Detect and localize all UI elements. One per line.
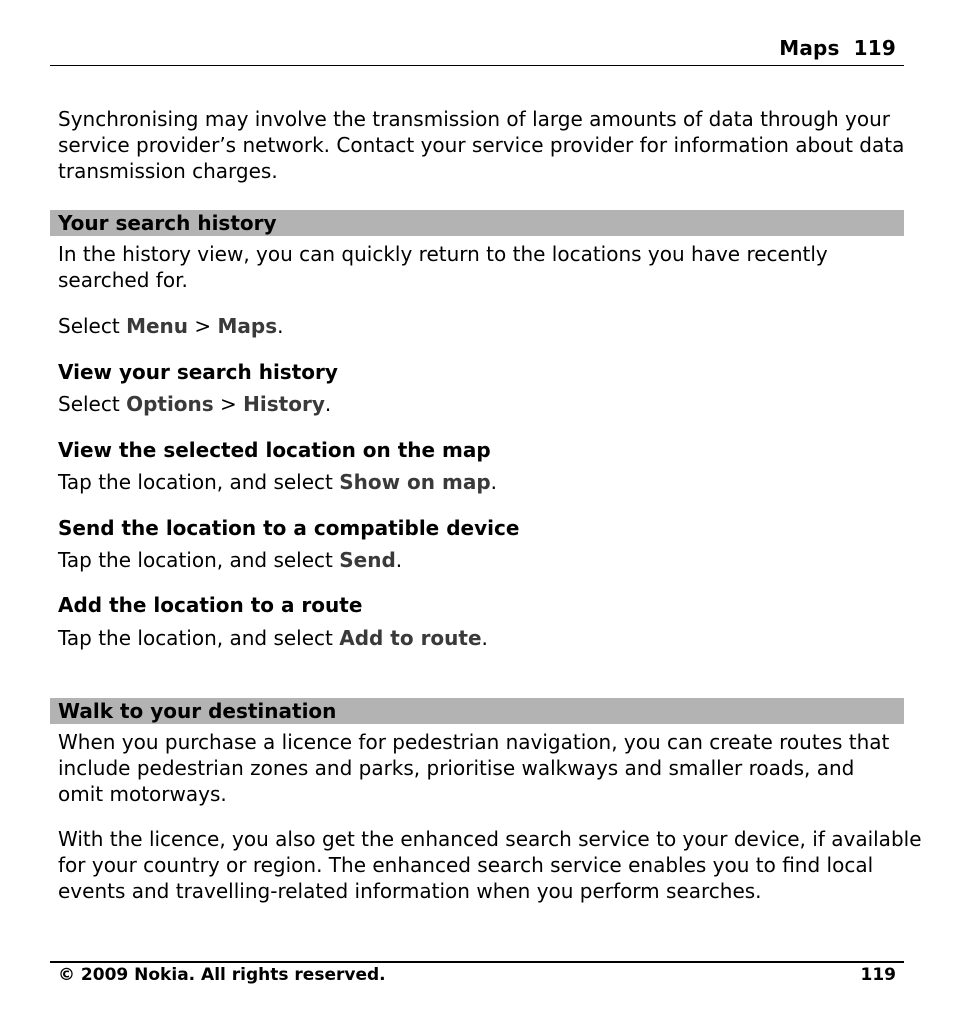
add-to-route-command: Add to route [339,626,482,650]
instruction-prefix: Tap the location, and select [58,470,340,494]
period: . [490,470,498,494]
walk-paragraph-1 [58,729,898,807]
intro-line: transmission charges. [58,159,278,183]
header-section: Maps [779,36,840,60]
body-line: omit motorways. [58,782,227,806]
send-command: Send [339,548,396,572]
body-line: for your country or region. The enhanced search service enables you to find local [58,853,874,877]
select-menu-instruction [58,313,898,339]
page-footer [50,961,904,993]
path-separator: > [213,392,244,416]
subheading-view-history: View your search history [58,360,338,384]
body-line: When you purchase a licence for pedestrian navigation, you can create routes that [58,730,890,754]
subheading-send-location: Send the location to a compatible device [58,516,520,540]
history-command: History [243,392,325,416]
copyright-notice: © 2009 Nokia. All rights reserved. [58,965,386,985]
period: . [277,314,284,338]
section-title: Walk to your destination [58,699,337,723]
maps-command: Maps [217,314,278,338]
instruction-prefix: Tap the location, and select [58,626,340,650]
show-on-map-command: Show on map [339,470,491,494]
instruction-prefix: Select [58,314,127,338]
search-history-paragraph [58,241,898,293]
footer-page-number: 119 [860,965,896,985]
page-header [50,36,904,66]
walk-paragraph-2 [58,826,922,904]
section-title: Your search history [58,211,277,235]
body-line: searched for. [58,268,188,292]
add-route-instruction [58,625,898,651]
period: . [395,548,403,572]
body-line: include pedestrian zones and parks, prioritise walkways and smaller roads, and [58,756,855,780]
subheading-add-route: Add the location to a route [58,593,363,617]
running-head [779,36,896,60]
instruction-prefix: Tap the location, and select [58,548,340,572]
body-line: With the licence, you also get the enhanced search service to your device, if available [58,827,922,851]
view-history-instruction [58,391,898,417]
subheading-view-selected: View the selected location on the map [58,438,491,462]
section-band-search-history [50,210,904,236]
path-separator: > [188,314,218,338]
options-command: Options [126,392,214,416]
intro-line: Synchronising may involve the transmission of large amounts of data through your [58,107,891,131]
body-line: events and travelling-related information when you perform searches. [58,879,762,903]
section-band-walk [50,698,904,724]
period: . [481,626,488,650]
menu-command: Menu [126,314,189,338]
intro-line: service provider’s network. Contact your service provider for information about data [58,133,905,157]
intro-paragraph [58,106,905,184]
body-line: In the history view, you can quickly return to the locations you have recently [58,242,828,266]
period: . [324,392,332,416]
header-page-number: 119 [853,36,896,60]
instruction-prefix: Select [58,392,127,416]
send-location-instruction [58,547,898,573]
view-selected-instruction [58,469,898,495]
